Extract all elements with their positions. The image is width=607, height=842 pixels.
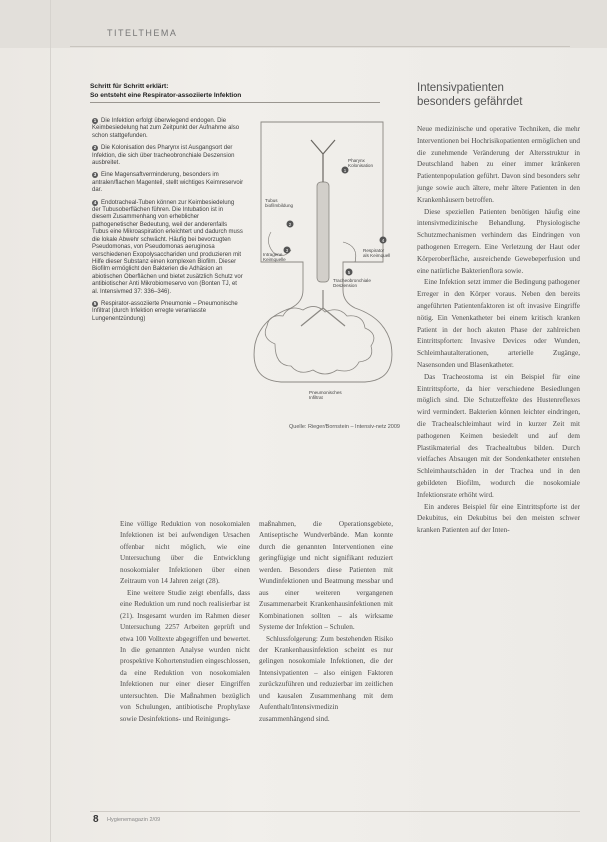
infobox-title-line1: Schritt für Schritt erklärt: <box>90 83 169 90</box>
step-number: 5 <box>93 300 97 306</box>
label-stomach: Intragene Keimquelle <box>263 252 286 263</box>
paragraph: Neue medizinische und operative Techniken, die mehr Interventionen bei Hochrisikopatienten ermöglichen und die zunehmende Veränderung der Altersstruktur in Deutschland haben zu einer immer kränkeren Patientenpopulation geführt. Davon sind besonders sehr junge sowie auch ältere, mehr ältere Patienten in den Krankenhäusern betroffen. <box>417 125 580 204</box>
footer-rule <box>90 811 580 812</box>
label-tube: Tubus biofilmbildung <box>265 198 294 209</box>
label-pharynx: Pharynx Kolonisation <box>348 158 374 169</box>
diagram-caption: Quelle: Rieger/Bornstein – Intensiv-netz 2009 <box>289 424 400 430</box>
marker-1-label: 1 <box>343 168 347 173</box>
tube <box>317 182 329 282</box>
step-number: 3 <box>93 172 97 178</box>
margin-line <box>50 0 51 842</box>
marker-5-label: 5 <box>347 270 351 275</box>
label-deszension: Tracheobronchiale Deszension <box>333 278 371 289</box>
step-1 <box>92 118 244 140</box>
side-heading <box>417 82 577 109</box>
journal-name: Hygienemagazin 2/09 <box>107 817 161 823</box>
step-text: Eine Magensaftverminderung, besonders im antralen/flachen Magenteil, stellt wichtiges Keimreservoir dar. <box>92 172 244 194</box>
paragraph: Schlussfolgerung: Zum bestehenden Risiko der Krankenhausinfektion scheint es nur gelingen nosokomiale Infektionen, die der Intensivpatienten – also einigen Faktoren zurückzuführen und reduzierbar im zeitlichen und kausalen Zusammenhang mit dem Aufenthalt/Intensivmedizin zusammenhängend sind. <box>259 634 393 723</box>
bronchi <box>301 290 345 326</box>
respirator-diagram <box>245 112 401 424</box>
flow-arrow <box>343 242 356 262</box>
header-rule <box>70 46 570 47</box>
step-number: 4 <box>93 199 97 205</box>
marker-2-label: 2 <box>288 222 292 227</box>
paragraph: maßnahmen, die Operationsgebiete, Antiseptische Wundverbände. Man konnte durch die genannten Interventionen eine geringfügige und nicht signifikant reduziert werden. Besonders diese Patienten mit Wundinfektionen und Beatmung messbar und aus einer weiteren vergangenen Zusammenarbeit Krankenhausinfektionen mit Kombinationen sollten – als wirksame Systeme der Infektion – Schulen. <box>259 520 393 632</box>
step-number: 1 <box>93 118 97 123</box>
side-heading-line2: besonders gefährdet <box>417 95 523 108</box>
header-band <box>0 0 607 48</box>
infobox-title-line2: So entsteht eine Respirator-assoziierte Infektion <box>90 91 242 99</box>
infobox-rule <box>90 102 380 103</box>
paragraph: Eine weitere Studie zeigt ebenfalls, dass eine Reduktion um rund noch realisierbar ist (21). Insgesamt wurden im Rahmen dieser Untersuchung 2257 Arbeiten geprüft und etwa 100 Volltexte abgegriffen und bewertet. In die genannten Analyse wurden nicht prospektive Kohortenstudien eingeschlossen, da eine Reduktion von nosokomialen Infektionen nur einer dieser Eingriffen untersuchten. Die Maßnahmen bezüglich von Schulungen, antibiotische Prophylaxe sowie Desinfektions- und Reinigungs- <box>120 588 250 723</box>
step-text: Die Infektion erfolgt überwiegend endogen. Die Keimbesiedelung hat zum Zeitpunkt der Aufnahme also schon stattgefunden. <box>92 118 240 139</box>
label-respirator: Respirator als Keimquell <box>363 248 391 259</box>
infobox-title <box>90 83 390 100</box>
paragraph: Das Tracheostoma ist ein Beispiel für eine Eintrittspforte, da hier verschiedene Besiedlungen möglich sind. Die Schutzeffekte des Hustenreflexes wird vermindert. Bakterien können leichter eindringen, die Trachealschleimhaut wird in kurzer Zeit mit pathogenen Keimen besiedelt und auf dem Plastikmaterial des Trachealtubus bilden. Durch vielfaches Absaugen mit der Sondenkatheter entstehen Schleimhautschäden in der Trachea und in den gebildeten Biofilm, wodurch die nosokomiale Infektionsrate erhöht wird. <box>417 372 580 499</box>
paragraph: Eine Infektion setzt immer die Bedingung pathogener Erreger in den Körper voraus. Neben den bereits angeführten Patientenfaktoren ist oft invasive Eingriffe nötig. Ein Venenkatheter bei einem kritisch kranken Patient in der hoch akuten Phase der zahlreichen Eintrittspforten: Invasive Devices oder Wunden, Schleimhautalterationen, arterielle Zugänge, Nasensonden und Blasenkatheter. <box>417 278 580 369</box>
lung-cloud <box>265 306 374 374</box>
tube-connector <box>311 140 335 182</box>
step-2 <box>92 145 244 167</box>
step-3 <box>92 172 244 194</box>
body-column-3 <box>417 124 580 537</box>
paragraph: Ein anderes Beispiel für eine Eintrittspforte ist der Dekubitus, ein Dekubitus bei den meisten schwer kranken Patienten auf der Inten- <box>417 502 580 535</box>
page-number: 8 <box>93 814 99 825</box>
body-column-1 <box>120 519 250 725</box>
step-4 <box>92 200 244 296</box>
section-label: TITELTHEMA <box>107 28 178 38</box>
paragraph: Diese speziellen Patienten benötigen häufig eine intensivmedizinische Behandlung. Physiologische Schutzmechanismen verhindern das Eindringen von pathogenen Erregern. Eine Verletzung der Haut oder Körperoberfläche, ausreichende Gewebeperfusion und eine natürliche Bakterienflora sowie. <box>417 207 580 275</box>
paragraph: Eine völlige Reduktion von nosokomialen Infektionen ist bei aufwendigen Ursachen offenbar nicht möglich, wie eine Untersuchung über die Entwicklung nosokomialer Infektionen über einen Zeitraum von 14 Jahren zeigt (28). <box>120 520 250 586</box>
infobox-steps <box>92 118 244 328</box>
label-infiltrat: Pneumonisches Infiltrat <box>309 390 342 401</box>
step-text: Endotracheal-Tuben können zur Keimbesiedelung der Tubusoberflächen führen. Die Intubation ist in diesem Zusammenhang von erheblicher pathogenetischer Bedeutung, weil der anderenfalls Tubus eine Mikroaspiration erleichtert und dadurch muss die lokale Abwehr schwächt. Häufig bei bevorzugten Pseudomonas, von Pseudomonas aeruginosa verschiedenen Exopolysacchariden und produzieren mit Hilfe dieser Substanz einen komplexen Biofilm. Dieser Biofilm ermöglicht den Bakterien die Adhäsion an abiotischen Oberflächen und bietet zusätzlich Schutz vor antibiotischer Anti Mikrobiomeservo von (Bonten TJ, et al. Intensivmed 37: 336–346). <box>92 199 243 295</box>
body-column-2 <box>259 519 393 725</box>
step-text: Respirator-assoziierte Pneumonie – Pneumonische Infiltrat (durch Infektion erregte veranlasste Lungenentzündung) <box>92 300 238 322</box>
marker-4-label: 4 <box>381 238 385 243</box>
step-number: 2 <box>93 145 97 151</box>
marker-3-label: 3 <box>285 248 289 253</box>
step-text: Die Kolonisation des Pharynx ist Ausgangsort der Infektion, die sich über tracheobronchiale Deszension ausbreitet. <box>92 145 235 167</box>
side-heading-line1: Intensivpatienten <box>417 82 504 94</box>
step-5 <box>92 301 244 323</box>
